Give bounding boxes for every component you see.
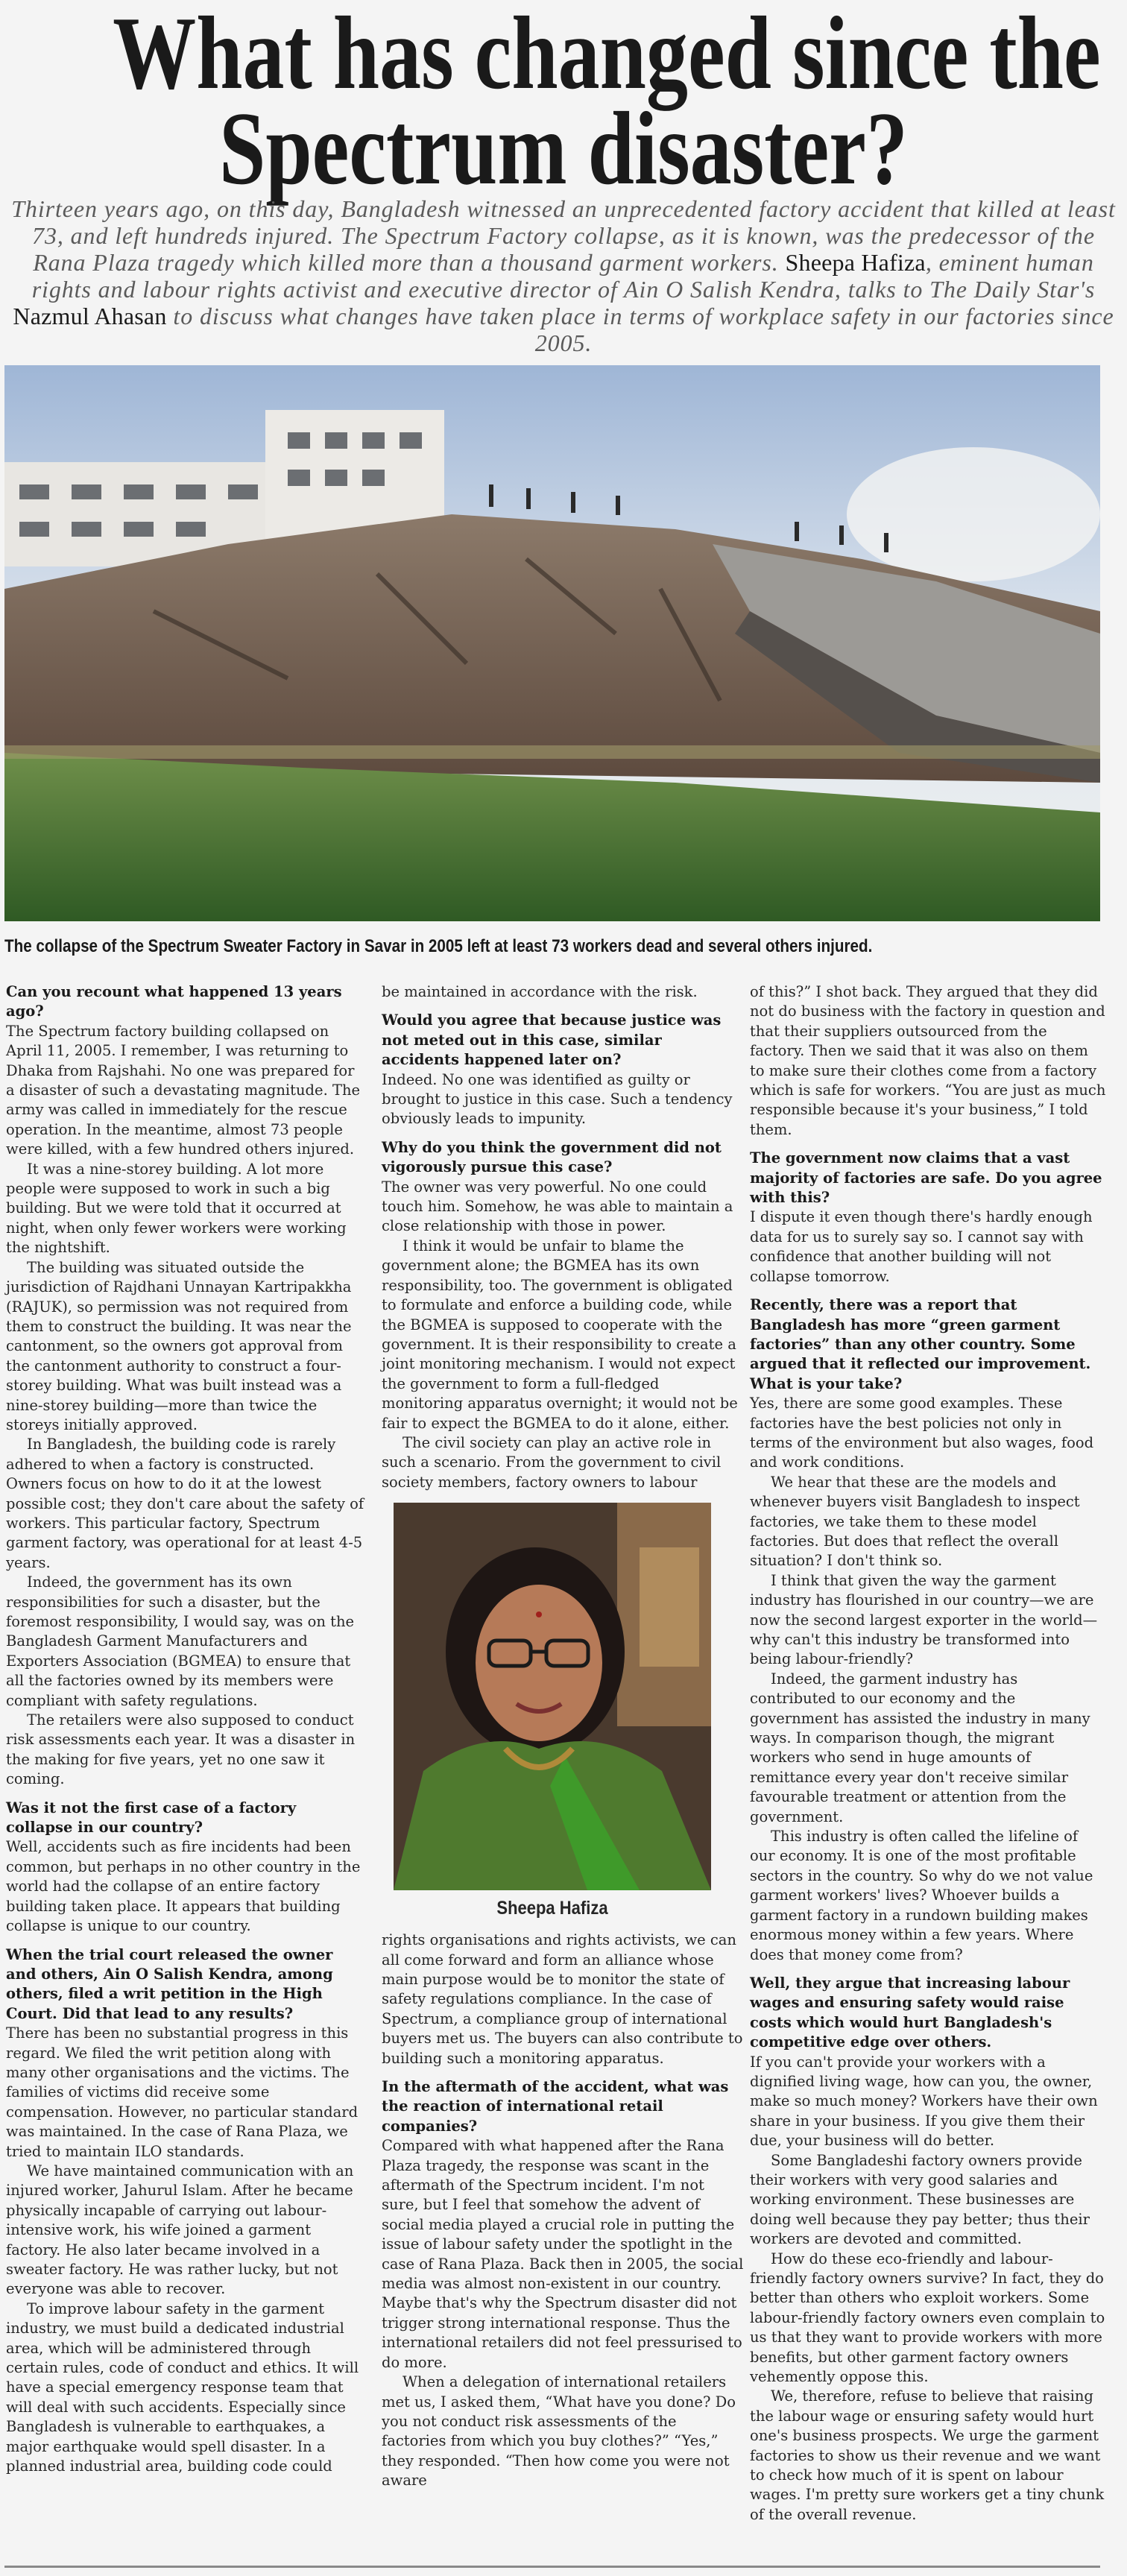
headline [0,0,1127,206]
interview-answer-paragraph: Well, accidents such as fire incidents had been common, but perhaps in no other country in the world had the collapse of an entire factory building taken place. It appears that building collapse is unique to our country. [6,1838,361,1935]
interviewee-name: Sheepa Hafiza [785,249,926,276]
article-column-3 [750,982,1106,2525]
interview-answer-paragraph: In Bangladesh, the building code is rarely adhered to when a factory is constructed. Owners focus on how to do it at the lowest possible cost; they don't care about the safety of workers. This particular factory, Spectrum garment factory, was operational for at least 4-5 years. [6,1436,364,1571]
lead-photo-collapsed-factory [4,365,1100,921]
interview-question: The government now claims that a vast majority of factories are safe. Do you agree with this? [750,1149,1102,1207]
interview-answer-paragraph: If you can't provide your workers with a dignified living wage, how can you, the owner, make so much money? Workers have their own share in your business. If you give them their due, your business will do better. [750,2053,1098,2150]
interview-answer-paragraph: Compared with what happened after the Rana Plaza tragedy, the response was scant in the aftermath of the Spectrum incident. I'm not sure, but I feel that somehow the advent of social media played a crucial role in putting the issue of labour safety under the spotlight in the case of Rana Plaza. Back then in 2005, the social media was almost non-existent in our country. Maybe that's why the Spectrum disaster did not trigger strong international response. Thus the international retailers did not feel pressurised to do more. [382,2137,744,2371]
interview-question: Recently, there was a report that Bangladesh has more “green garment factories” than any other country. Some argued that it reflected our improvement. What is your take? [750,1296,1091,1392]
standfirst [7,195,1120,356]
deck-text: to discuss what changes have taken place in terms of workplace safety in our factories since 2005. [166,303,1114,356]
deck-text: Thirteen years ago, on this day, Bangladesh witnessed an unprecedented factory accident that killed at least 73, and left hundreds injured. The Spectrum Factory collapse, as it is known, was the predecessor of the Rana Plaza tragedy which killed more than a thousand garment workers. [11,195,1116,276]
interviewer-name: Nazmul Ahasan [13,303,167,329]
portrait-figure [394,1503,711,1923]
interview-answer-paragraph: be maintained in accordance with the risk. [382,983,698,1000]
interview-answer-paragraph: I think that given the way the garment industry has flourished in our country—we are now the second largest exporter in the world—why can't this industry be transformed into being labour-friendly? [750,1571,1098,1668]
interview-answer-paragraph: Yes, there are some good examples. These factories have the best policies not only in terms of the environment but also wages, food and work conditions. [750,1395,1094,1471]
interview-answer-paragraph: The civil society can play an active role in such a scenario. From the government to civil society members, factory owners to labour [382,1433,722,1491]
interview-question: Why do you think the government did not vigorously pursue this case? [382,1138,722,1176]
interview-question: Well, they argue that increasing labour wages and ensuring safety would raise costs which would hurt Bangladesh's competitive edge over others. [750,1974,1070,2051]
article-column-1 [6,982,367,2476]
interview-answer-paragraph: There has been no substantial progress in this regard. We filed the writ petition along with many other organisations and the victims. The families of victims did receive some compensation. However, no particular standard was maintained. In the case of Rana Plaza, we tried to maintain ILO standards. [6,2024,359,2160]
interview-question: When the trial court released the owner and others, Ain O Salish Kendra, among others, filed a writ petition in the High Court. Did that lead to any results? [6,1945,333,2022]
deck-text: , eminent human rights and labour rights activist and executive director of Ain O Salish Kendra, talks to The Daily Star's [31,249,1096,303]
interview-answer-paragraph: To improve labour safety in the garment industry, we must build a dedicated industrial area, which will be administered through certain rules, code of conduct and ethics. It will have a special emergency response team that will deal with such accidents. Especially since Bangladesh is vulnerable to earthquakes, a major earthquake would spell disaster. In a planned industrial area, building code could [6,2299,359,2475]
interview-answer-paragraph: Indeed, the government has its own responsibilities for such a disaster, but the foremost responsibility, I would say, was on the Bangladesh Garment Manufacturers and Exporters Association (BGMEA) to ensure that all the factories owned by its members were compliant with safety regulations. [6,1573,355,1709]
interview-answer-paragraph: Indeed. No one was identified as guilty or brought to justice in this case. Such a tendency obviously leads to impunity. [382,1070,733,1128]
interview-question: Would you agree that because justice was not meted out in this case, similar accidents happened later on? [382,1011,722,1069]
interview-answer-paragraph: Some Bangladeshi factory owners provide their workers with very good salaries and working environment. These businesses are doing well because they pay better; thus their workers are devoted and committed. [750,2151,1090,2248]
portrait-photo-sheepa-hafiza [394,1503,711,1890]
interview-answer-paragraph: When a delegation of international retailers met us, I asked them, “What have you done? Do you not conduct risk assessments of the factories from which you buy clothes?” “Yes,” they responded. “Then how come you were not aware [382,2373,736,2490]
interview-answer-paragraph: The owner was very powerful. No one could touch him. Somehow, he was able to maintain a close relationship with those in power. [382,1178,733,1235]
headline-line-1: What has changed since the [113,0,1101,111]
interview-answer-paragraph: Indeed, the garment industry has contributed to our economy and the government has assisted the industry in many ways. In comparison though, the migrant workers who send in huge amounts of remittance every year don't receive similar favourable treatment or attention from the government. [750,1670,1090,1825]
interview-answer-paragraph: It was a nine-storey building. A lot more people were supposed to work in such a big building. But we were told that it occurred at night, when only fewer workers were working the nightshift. [6,1160,347,1257]
interview-answer-paragraph: We, therefore, refuse to believe that raising the labour wage or ensuring safety would hurt one's business prospects. We urge the garment factories to show us their revenue and we want to check how much of it is spent on labour wages. I'm pretty sure workers get a tiny chunk of the overall revenue. [750,2387,1105,2523]
interview-answer-paragraph: The Spectrum factory building collapsed on April 11, 2005. I remember, I was returning to Dhaka from Rajshahi. No one was prepared for a disaster of such a devastating magnitude. The army was called in immediately for the rescue operation. In the meantime, almost 73 people were killed, with a few hundred others injured. [6,1022,361,1158]
interview-question: In the aftermath of the accident, what was the reaction of international retail companies? [382,2078,729,2135]
interview-answer-paragraph: We have maintained communication with an injured worker, Jahurul Islam. After he became physically incapable of carrying out labour-intensive work, his wife joined a garment factory. He also later became involved in a sweater factory. He was rather lucky, but not everyone was able to recover. [6,2162,354,2298]
lead-photo-caption: The collapse of the Spectrum Sweater Factory in Savar in 2005 left at least 73 workers dead and several others injured. [4,936,873,956]
interview-answer-paragraph: of this?” I shot back. They argued that they did not do business with the factory in question and that their suppliers outsourced from the factory. Then we said that it was also on them to make sure their clothes come from a factory which is safe for workers. “You are just as much responsible because it's your business,” I told them. [750,983,1106,1138]
interview-answer-paragraph: I think it would be unfair to blame the government alone; the BGMEA has its own responsibility, too. The government is obligated to formulate and enforce a building code, while the BGMEA is supposed to cooperate with the government. It is their responsibility to create a joint monitoring mechanism. I would not expect the government to form a full-fledged monitoring apparatus overnight; it would not be fair to expect the BGMEA to do it alone, either. [382,1237,738,1432]
interview-answer-paragraph: The retailers were also supposed to conduct risk assessments each year. It was a disaster in the making for five years, yet no one saw it coming. [6,1711,356,1788]
bottom-divider [4,2566,1100,2568]
interview-answer-paragraph: We hear that these are the models and whenever buyers visit Bangladesh to inspect factories, we take them to these model factories. But does that reflect the overall situation? I don't think so. [750,1473,1080,1570]
portrait-caption: Sheepa Hafiza [496,1898,608,1919]
article-column-2 [382,982,744,2491]
interview-answer-paragraph: I dispute it even though there's hardly enough data for us to surely say so. I cannot say with confidence that another building will not collapse tomorrow. [750,1208,1093,1285]
interview-answer-paragraph: This industry is often called the lifeline of our economy. It is one of the most profitable sectors in the country. So why do we not value garment workers' lives? Whoever builds a garment factory in a rundown building makes enormous money within a few years. Where does that money come from? [750,1828,1093,1963]
interview-answer-paragraph: rights organisations and rights activists, we can all come forward and form an alliance whose main purpose would be to monitor the state of safety regulations compliance. In the case of Spectrum, a compliance group of international buyers met us. The buyers can also contribute to building such a monitoring apparatus. [382,1931,743,2067]
interview-question: Can you recount what happened 13 years ago? [6,983,342,1020]
interview-question: Was it not the first case of a factory collapse in our country? [6,1799,297,1837]
headline-line-2: Spectrum disaster? [219,91,908,206]
interview-answer-paragraph: How do these eco-friendly and labour-friendly factory owners survive? In fact, they do better than others who exploit workers. Some labour-friendly factory owners even complain to us that they want to provide workers with more benefits, but other garment factory owners vehemently oppose this. [750,2250,1105,2386]
interview-answer-paragraph: The building was situated outside the jurisdiction of Rajdhani Unnayan Kartripakkha (RAJUK), so permission was not required from them to construct the building. It was near the cantonment, so the owners got approval from the cantonment authority to construct a four-storey building. What was built instead was a nine-storey building—more than twice the storeys initially approved. [6,1258,352,1433]
